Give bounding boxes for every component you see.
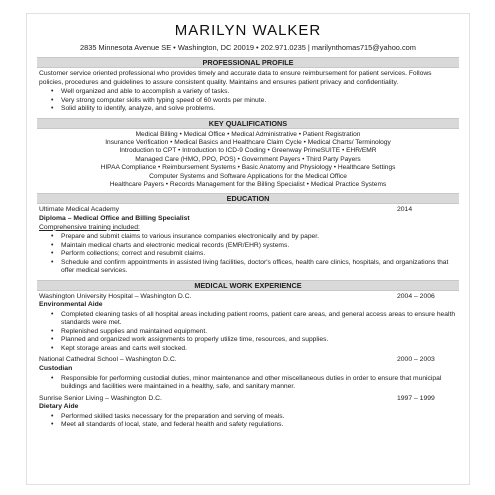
list-item: • Well organized and able to accomplish a variety of tasks.	[39, 88, 457, 97]
candidate-name: MARILYN WALKER	[174, 22, 322, 39]
qualification-line: Computer Systems and Software Applications for the Medical Office	[149, 172, 347, 180]
job-title: Dietary Aide	[39, 403, 79, 411]
list-item: • Performed skilled tasks necessary for the preparation and serving of meals.	[39, 413, 457, 422]
job-header	[39, 395, 457, 404]
list-item: • Planned and organized work assignments to properly utilize time, resources, and supplies.	[39, 336, 457, 345]
job-entry	[39, 293, 457, 354]
list-item: • Schedule and confirm appointments in assisted living facilities, doctor's offices, health care clinics, hospitals, and organizations that offer medical services.	[39, 259, 457, 276]
job-dates: 2004 – 2006	[397, 292, 435, 300]
employer: National Cathedral School – Washington D.C.	[39, 356, 177, 364]
training-label: Comprehensive training included:	[39, 223, 140, 231]
job-entry	[39, 395, 457, 430]
education-year: 2014	[397, 206, 413, 214]
job-bullets	[39, 413, 457, 430]
diploma-title: Diploma – Medical Office and Billing Specialist	[39, 214, 190, 222]
qualification-line: Introduction to CPT • Introduction to ICD-9 Coding • Greenway PrimeSUITE • EHR/EMR	[119, 147, 377, 155]
list-item: • Responsible for performing custodial duties, minor maintenance and other miscellaneous duties in order to ensure that municipal buildings and facilities were maintained in a healthy, safe, and sanitary manner.	[39, 375, 457, 392]
job-header	[39, 356, 457, 365]
list-item: • Replenished supplies and maintained equipment.	[39, 328, 457, 337]
list-item: • Solid ability to identify, analyze, and solve problems.	[39, 105, 457, 114]
list-item: • Meet all standards of local, state, and federal health and safety regulations.	[39, 421, 457, 430]
list-item: • Perform collections; correct and resubmit claims.	[39, 250, 457, 259]
qualification-line: Managed Care (HMO, PPO, POS) • Government Payers • Third Party Payers	[135, 155, 361, 163]
qualifications-list	[39, 131, 457, 190]
list-item: • Completed cleaning tasks of all hospital areas including patient rooms, patient care areas, and general access areas to ensure health standards were met.	[39, 311, 457, 328]
profile-bullets	[39, 88, 457, 114]
section-heading-experience: MEDICAL WORK EXPERIENCE	[37, 280, 459, 291]
qualification-line: HIPAA Compliance • Reimbursement Systems • Basic Anatomy and Physiology • Healthcare Settings	[100, 164, 396, 172]
employer: Sunrise Senior Living – Washington D.C.	[39, 394, 162, 402]
resume-page	[27, 14, 469, 484]
list-item: • Kept storage areas and carts well stocked.	[39, 345, 457, 354]
section-heading-profile: PROFESSIONAL PROFILE	[37, 57, 459, 68]
qualification-line: Insurance Verification • Medical Basics and Healthcare Claim Cycle • Medical Charts/ Terminology	[105, 138, 391, 146]
education-bullets	[39, 233, 457, 276]
list-item: • Maintain medical charts and electronic medical records (EMR/EHR) systems.	[39, 242, 457, 251]
job-dates: 2000 – 2003	[397, 356, 435, 364]
profile-summary: Customer service oriented professional who provides timely and accurate data to ensure reimbursement for patient services. Follows policies, procedures and guidelines to assure consistent quality. Maintains and ensures patient privacy and confidentiality.	[39, 70, 432, 86]
employer: Washington University Hospital – Washington D.C.	[39, 292, 192, 300]
job-entry	[39, 356, 457, 391]
section-heading-qualifications: KEY QUALIFICATIONS	[37, 118, 459, 129]
job-title: Custodian	[39, 364, 73, 372]
job-bullets	[39, 375, 457, 392]
qualification-line: Healthcare Payers • Records Management for the Billing Specialist • Medical Practice Systems	[109, 180, 387, 188]
school-name: Ultimate Medical Academy	[39, 206, 120, 214]
job-header	[39, 293, 457, 302]
list-item: • Prepare and submit claims to various insurance companies electronically and by paper.	[39, 233, 457, 242]
section-heading-education: EDUCATION	[37, 193, 459, 204]
qualification-line: Medical Billing • Medical Office • Medical Administrative • Patient Registration	[135, 130, 361, 138]
job-bullets	[39, 311, 457, 354]
job-title: Environmental Aide	[39, 301, 103, 309]
education-row	[39, 206, 457, 215]
job-dates: 1997 – 1999	[397, 394, 435, 402]
contact-info: 2835 Minnesota Avenue SE • Washington, DC 20019 • 202.971.0235 | marilynthomas715@yahoo.com	[80, 43, 416, 52]
list-item: • Very strong computer skills with typing speed of 60 words per minute.	[39, 97, 457, 106]
